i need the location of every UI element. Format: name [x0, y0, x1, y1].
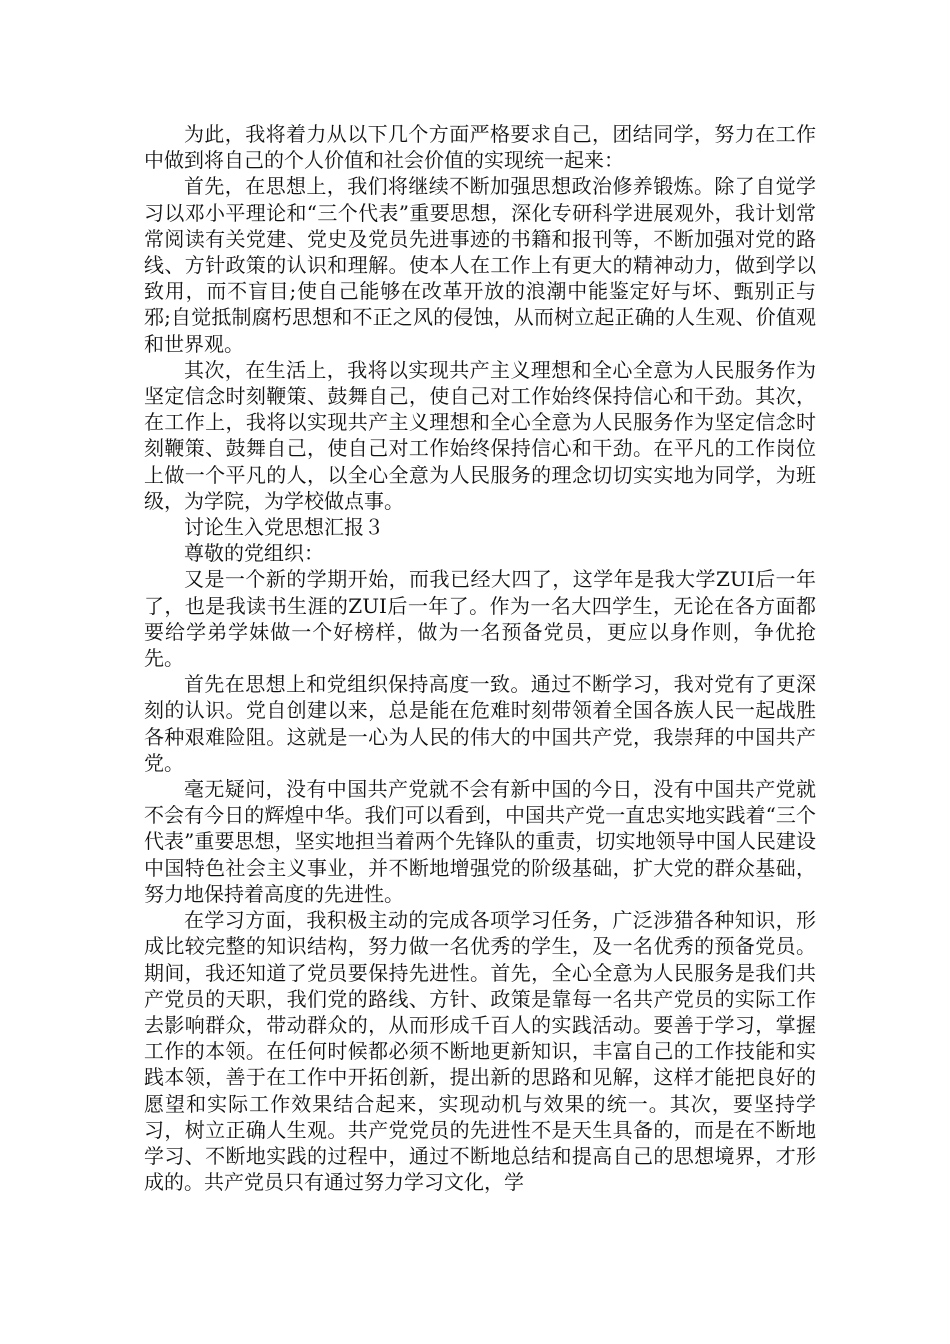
paragraph-study: 在学习方面，我积极主动的完成各项学习任务，广泛涉猎各种知识，形成比较完整的知识结构，努力做一名优秀的学生，及一名优秀的预备党员。期间，我还知道了党员要保持先进性。首先，全心全意为人民服务是我们共产党员的天职，我们党的路线、方针、政策是靠每一名共产党员的实际工作去影响群众，带动群众的，从而形成千百人的实践活动。要善于学习，掌握工作的本领。在任何时候都必须不断地更新知识，丰富自己的工作技能和实践本领，善于在工作中开拓创新，提出新的思路和见解，这样才能把良好的愿望和实际工作效果结合起来，实现动机与效果的统一。其次，要坚持学习，树立正确人生观。共产党党员的先进性不是天生具备的，而是在不断地学习、不断地实践的过程中，通过不断地总结和提高自己的思想境界，才形成的。共产党员只有通过努力学习文化，学	[144, 908, 816, 1195]
paragraph-thought: 首先，在思想上，我们将继续不断加强思想政治修养锻炼。除了自觉学习以邓小平理论和“三个代表”重要思想，深化专研科学进展观外，我计划常常阅读有关党建、党史及党员先进事迹的书籍和报刊等，不断加强对党的路线、方针政策的认识和理解。使本人在工作上有更大的精神动力，做到学以致用，而不盲目;使自己能够在改革开放的浪潮中能鉴定好与坏、甄别正与邪;自觉抵制腐朽思想和不正之风的侵蚀，从而树立起正确的人生观、价值观和世界观。	[144, 174, 816, 356]
report-title: 讨论生入党思想汇报３	[184, 515, 384, 540]
paragraph-life: 其次，在生活上，我将以实现共产主义理想和全心全意为人民服务作为坚定信念时刻鞭策、鼓舞自己，使自己对工作始终保持信心和干劲。其次，在工作上，我将以实现共产主义理想和全心全意为人民服务作为坚定信念时刻鞭策、鼓舞自己，使自己对工作始终保持信心和干劲。在平凡的工作岗位上做一个平凡的人，以全心全意为人民服务的理念切切实实地为同学，为班级，为学院，为学校做点事。	[144, 357, 816, 513]
salutation: 尊敬的党组织：	[184, 541, 324, 566]
paragraph-new-semester: 又是一个新的学期开始，而我已经大四了，这学年是我大学ZUI后一年了，也是我读书生涯的ZUI后一年了。作为一名大四学生，无论在各方面都要给学弟学妹做一个好榜样，做为一名预备党员，更应以身作则，争优抢先。	[144, 567, 816, 671]
document-body	[144, 121, 816, 1195]
paragraph-no-doubt: 毫无疑问，没有中国共产党就不会有新中国的今日，没有中国共产党就不会有今日的辉煌中华。我们可以看到，中国共产党一直忠实地实践着“三个代表”重要思想，坚实地担当着两个先锋队的重责，切实地领导中国人民建设中国特色社会主义事业，并不断地增强党的阶级基础，扩大党的群众基础，努力地保持着高度的先进性。	[144, 777, 816, 906]
paragraph-intro: 为此，我将着力从以下几个方面严格要求自己，团结同学，努力在工作中做到将自己的个人价值和社会价值的实现统一起来：	[144, 122, 816, 173]
paragraph-party-alignment: 首先在思想上和党组织保持高度一致。通过不断学习，我对党有了更深刻的认识。党自创建以来，总是能在危难时刻带领着全国各族人民一起战胜各种艰难险阻。这就是一心为人民的伟大的中国共产党，我崇拜的中国共产党。	[144, 672, 816, 775]
